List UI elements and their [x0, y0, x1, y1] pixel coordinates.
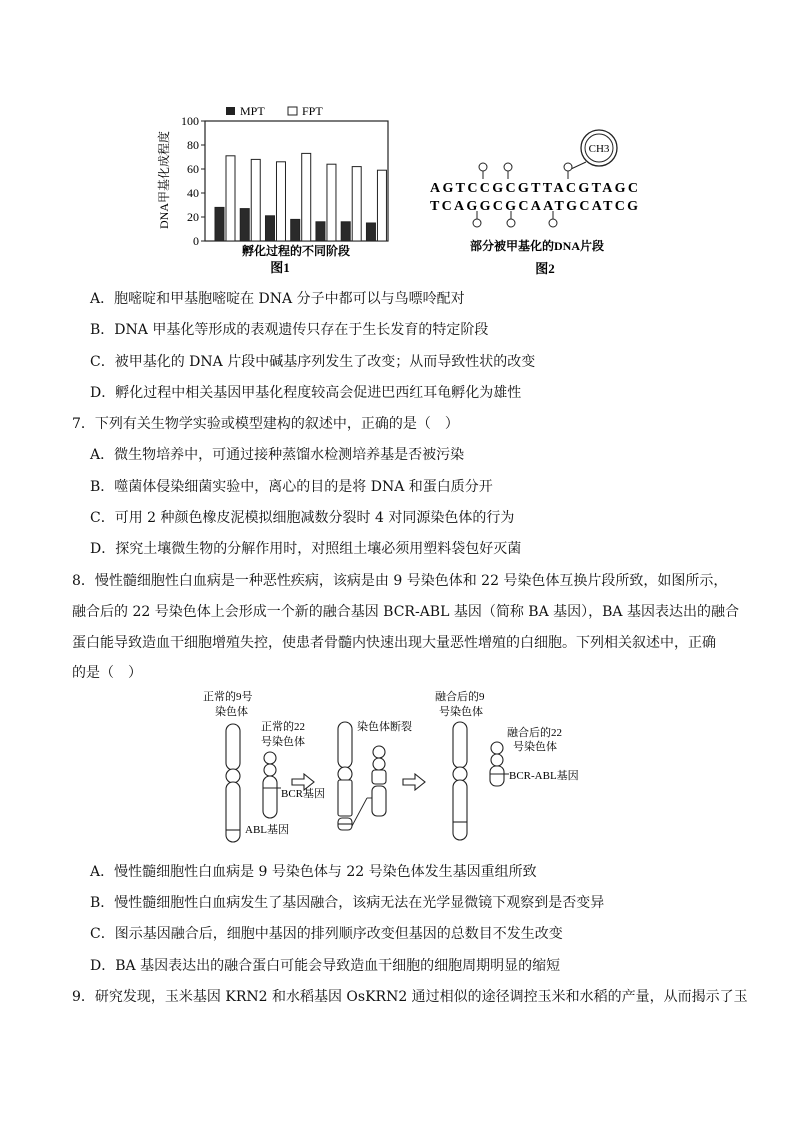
fused22-label-2: 号染色体 — [513, 741, 557, 753]
legend-fpt-label: FPT — [302, 104, 323, 118]
fused-chromosome-9 — [453, 722, 467, 840]
arrow-2 — [403, 774, 425, 790]
normal22-label-2: 号染色体 — [261, 736, 305, 748]
q8-stem-line-2: 融合后的 22 号染色体上会形成一个新的融合基因 BCR-ABL 基因（简称 BA 基因），BA 基因表达出的融合 — [72, 604, 739, 620]
q7-option-d: D．探究土壤微生物的分解作用时，对照组土壤必须用塑料袋包好灭菌 — [90, 541, 522, 557]
bar-mpt-3 — [265, 216, 274, 241]
normal9-label-1: 正常的9号 — [203, 691, 253, 703]
methyl-pointer — [571, 162, 586, 169]
bar-mpt-6 — [341, 222, 350, 241]
dna-bottom-strand: TCAGGCGCAATGCATCG — [430, 199, 638, 214]
y-tick-label: 60 — [187, 162, 199, 176]
q8-stem-line-1: 8．慢性髓细胞性白血病是一种恶性疾病，该病是由 9 号染色体和 22 号染色体互换片段所致，如图所示， — [72, 573, 728, 589]
y-tick-label: 0 — [193, 234, 199, 248]
normal9-label-2: 染色体 — [215, 706, 248, 718]
q7-option-b: B．噬菌体侵染细菌实验中，离心的目的是将 DNA 和蛋白质分开 — [90, 479, 493, 495]
chromosome-fusion-diagram — [195, 686, 605, 848]
figure2-caption: 图2 — [535, 261, 555, 276]
q9-stem: 9．研究发现，玉米基因 KRN2 和水稻基因 OsKRN2 通过相似的途径调控玉米和水稻的产量，从而揭示了玉 — [72, 989, 748, 1005]
q8-stem-line-4: 的是（ ） — [72, 665, 142, 681]
q8-stem-line-3: 蛋白能导致造血干细胞增殖失控，使患者骨髓内快速出现大量恶性增殖的白细胞。下列相关叙述中，正确 — [72, 635, 716, 651]
bar-mpt-1 — [215, 207, 224, 241]
q8-option-a: A．慢性髓细胞性白血病是 9 号染色体与 22 号染色体发生基因重组所致 — [90, 864, 537, 880]
bar-fpt-5 — [327, 164, 336, 241]
y-tick-label: 100 — [181, 114, 199, 128]
figure1-bar-chart — [150, 98, 400, 278]
q8-option-b: B．慢性髓细胞性白血病发生了基因融合，该病无法在光学显微镜下观察到是否变异 — [90, 895, 605, 911]
q7-option-c: C．可用 2 种颜色橡皮泥模拟细胞减数分裂时 4 对同源染色体的行为 — [90, 510, 515, 526]
y-axis-label: DNA甲基化成程度 — [157, 131, 171, 229]
fused9-label-1: 融合后的9 — [435, 691, 485, 703]
bcr-gene-label: BCR基因 — [281, 788, 326, 800]
bar-fpt-1 — [226, 156, 235, 241]
methyl-label: CH3 — [588, 143, 610, 155]
bar-fpt-7 — [377, 170, 386, 241]
normal-chromosome-22 — [263, 752, 281, 818]
figure1-caption: 图1 — [270, 260, 290, 275]
bar-mpt-5 — [316, 222, 325, 241]
x-axis-label: 孵化过程的不同阶段 — [241, 244, 351, 258]
abl-gene-label: ABL基因 — [245, 824, 289, 836]
bar-fpt-6 — [352, 167, 361, 241]
bar-fpt-4 — [302, 153, 311, 241]
legend-mpt-swatch — [226, 107, 235, 115]
bar-mpt-2 — [240, 209, 249, 241]
y-tick-label: 20 — [187, 210, 199, 224]
break-label: 染色体断裂 — [357, 721, 412, 733]
y-tick-label: 80 — [187, 138, 199, 152]
figure2-dna-diagram — [425, 125, 655, 280]
q6-option-a: A．胞嘧啶和甲基胞嘧啶在 DNA 分子中都可以与鸟嘌呤配对 — [90, 291, 465, 307]
q6-option-d: D．孵化过程中相关基因甲基化程度较高会促进巴西红耳龟孵化为雄性 — [90, 385, 522, 401]
broken-chromosomes — [338, 722, 386, 830]
normal-chromosome-9 — [226, 724, 240, 842]
legend-fpt-swatch — [288, 107, 297, 115]
fused22-label-1: 融合后的22 — [507, 727, 562, 739]
bcr-abl-gene-label: BCR-ABL基因 — [509, 770, 579, 782]
q6-option-c: C．被甲基化的 DNA 片段中碱基序列发生了改变；从而导致性状的改变 — [90, 354, 536, 370]
q7-stem: 7．下列有关生物学实验或模型建构的叙述中，正确的是（ ） — [72, 416, 459, 432]
q8-option-c: C．图示基因融合后，细胞中基因的排列顺序改变但基因的总数目不发生改变 — [90, 926, 563, 942]
bars-group — [215, 153, 386, 241]
y-ticks — [181, 114, 205, 248]
q6-option-b: B．DNA 甲基化等形成的表观遗传只存在于生长发育的特定阶段 — [90, 322, 489, 338]
q8-option-d: D．BA 基因表达出的融合蛋白可能会导致造血干细胞的细胞周期明显的缩短 — [90, 958, 561, 974]
y-tick-label: 40 — [187, 186, 199, 200]
figure2-xlabel: 部分被甲基化的DNA片段 — [470, 239, 604, 253]
q7-option-a: A．微生物培养中，可通过接种蒸馏水检测培养基是否被污染 — [90, 447, 465, 463]
bar-mpt-4 — [291, 219, 300, 241]
fused9-label-2: 号染色体 — [439, 706, 483, 718]
bar-fpt-3 — [276, 162, 285, 241]
bar-mpt-7 — [366, 223, 375, 241]
bar-fpt-2 — [251, 159, 260, 241]
legend-mpt-label: MPT — [240, 104, 265, 118]
dna-top-strand: AGTCCGCGTTACGTAGC — [430, 181, 638, 196]
normal22-label-1: 正常的22 — [261, 721, 305, 733]
fused-chromosome-22 — [490, 742, 509, 786]
